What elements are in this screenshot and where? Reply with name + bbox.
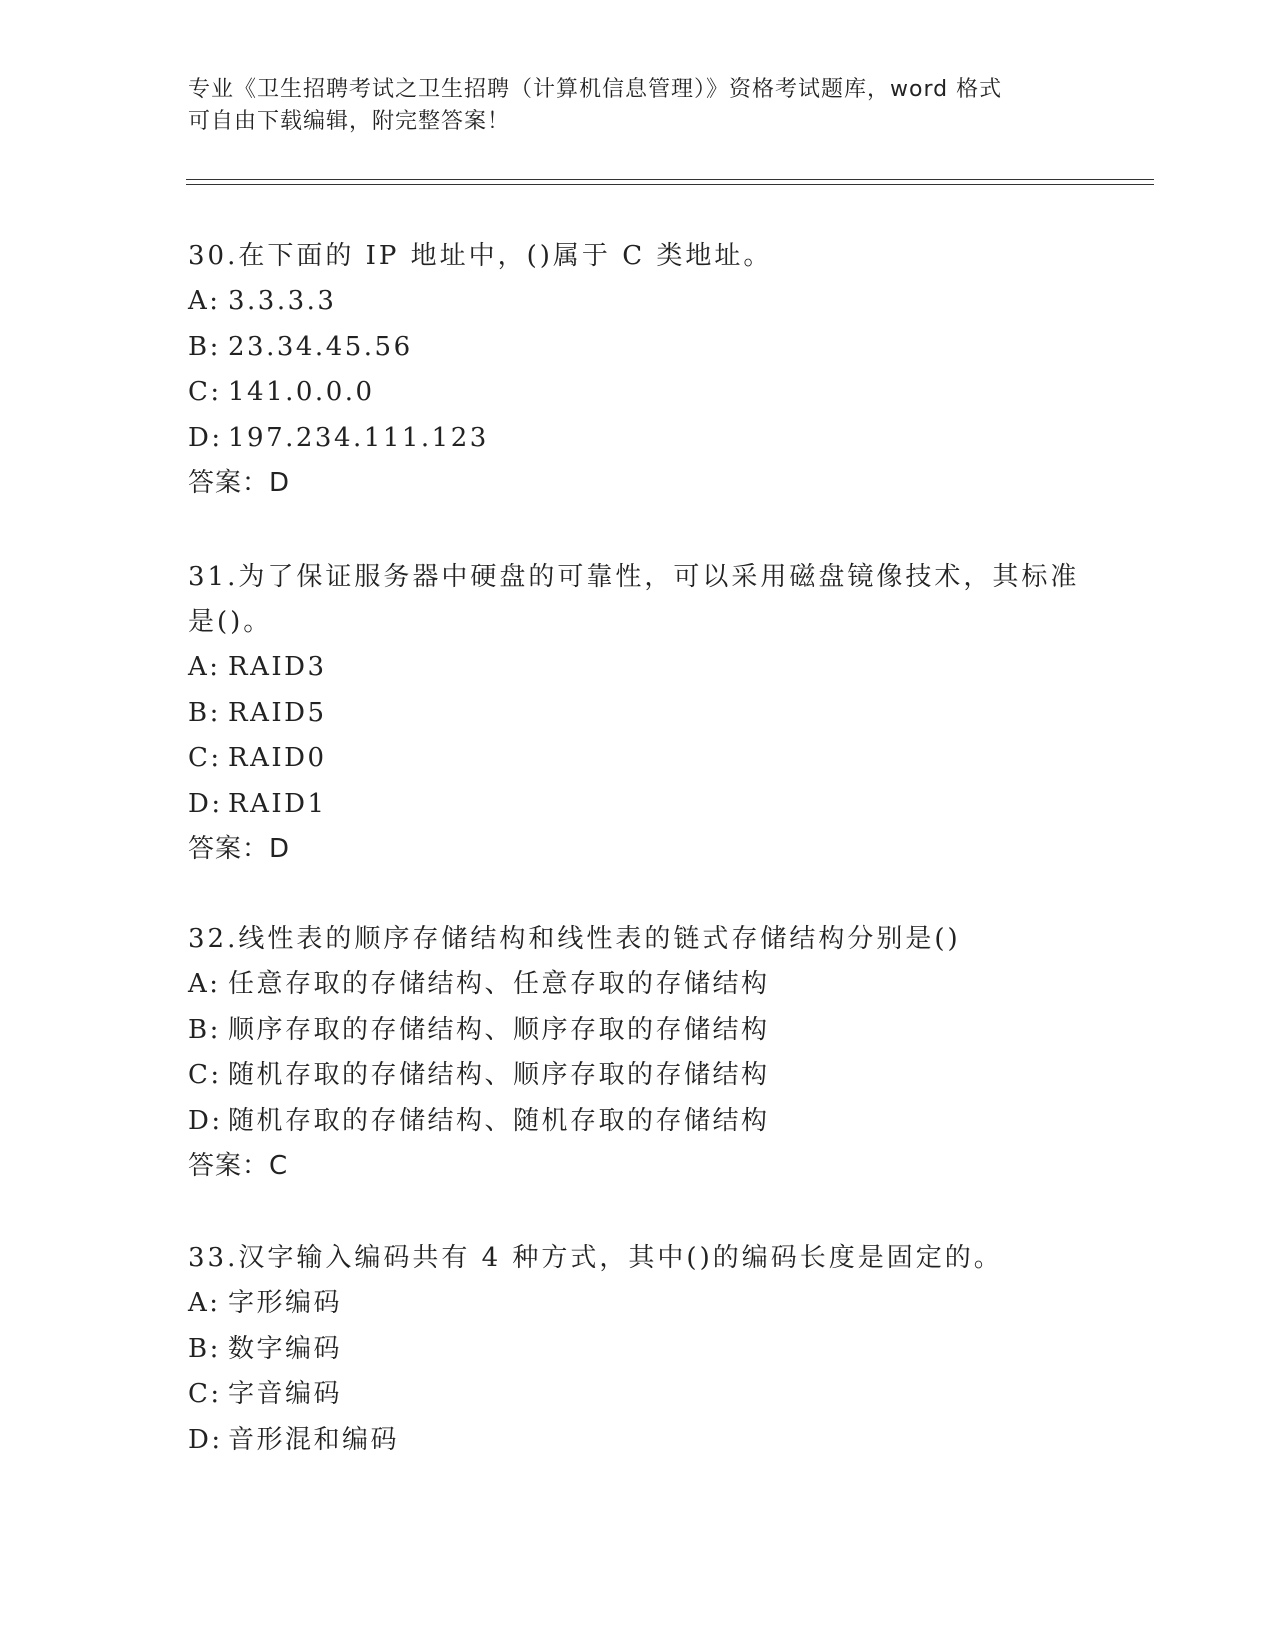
option-a [188,962,1088,1008]
option-text: 3.3.3.3 [228,286,337,316]
answer-line: 答案：C [188,1151,289,1181]
option-text: RAID5 [228,697,327,728]
option-text: 随机存取的存储结构、顺序存取的存储结构 [228,1060,770,1090]
option-text: 23.34.45.56 [228,331,413,362]
option-text: 随机存取的存储结构、随机存取的存储结构 [228,1105,770,1136]
question-33 [188,1236,1088,1463]
option-b [188,325,1088,371]
option-d [188,1418,1088,1464]
option-d [188,1099,1088,1145]
option-letter: C: [188,377,222,407]
option-letter: A: [188,969,221,999]
question-30 [188,234,1088,506]
question-stem: 32.线性表的顺序存储结构和线性表的链式存储结构分别是() [188,924,961,954]
question-stem: 30.在下面的 IP 地址中，()属于 C 类地址。 [188,241,773,271]
question-31 [188,555,1088,872]
option-a [188,645,1088,691]
option-c [188,370,1088,416]
option-a [188,1281,1088,1327]
option-letter: C: [188,743,222,773]
option-c [188,1372,1088,1418]
question-stem: 33.汉字输入编码共有 4 种方式，其中()的编码长度是固定的。 [188,1243,1003,1273]
option-b [188,691,1088,737]
option-text: 字形编码 [228,1288,343,1318]
option-text: RAID1 [228,788,327,819]
option-text: 字音编码 [228,1379,343,1409]
option-b [188,1327,1088,1373]
option-letter: D: [188,788,223,819]
option-c [188,1053,1088,1099]
question-32 [188,917,1088,1189]
option-letter: A: [188,286,221,316]
option-text: 顺序存取的存储结构、顺序存取的存储结构 [228,1014,770,1045]
option-letter: C: [188,1060,222,1090]
option-d [188,782,1088,828]
option-text: 数字编码 [228,1333,343,1364]
option-c [188,736,1088,782]
option-letter: D: [188,422,223,453]
header-title-line-2: 可自由下载编辑，附完整答案！ [188,109,511,134]
option-letter: B: [188,1014,221,1045]
option-text: 141.0.0.0 [228,377,375,407]
answer-line: 答案：D [188,468,291,498]
answer-line: 答案：D [188,834,291,864]
option-text: RAID0 [228,743,327,773]
option-d [188,416,1088,462]
document-header [188,74,1088,138]
header-divider-top [186,179,1154,180]
option-letter: D: [188,1424,223,1455]
option-letter: B: [188,1333,221,1364]
header-divider-bottom [186,184,1154,185]
header-title-line-1: 专业《卫生招聘考试之卫生招聘（计算机信息管理）》资格考试题库，word 格式 [188,77,1003,102]
option-b [188,1008,1088,1054]
option-letter: A: [188,1288,221,1318]
option-a [188,279,1088,325]
option-text: RAID3 [228,652,327,682]
option-letter: B: [188,331,221,362]
option-letter: C: [188,1379,222,1409]
option-text: 任意存取的存储结构、任意存取的存储结构 [228,969,770,999]
option-letter: B: [188,697,221,728]
option-text: 197.234.111.123 [228,422,489,453]
option-text: 音形混和编码 [228,1424,400,1455]
question-stem: 31.为了保证服务器中硬盘的可靠性，可以采用磁盘镜像技术，其标准是()。 [188,562,1080,637]
option-letter: D: [188,1105,223,1136]
option-letter: A: [188,652,221,682]
